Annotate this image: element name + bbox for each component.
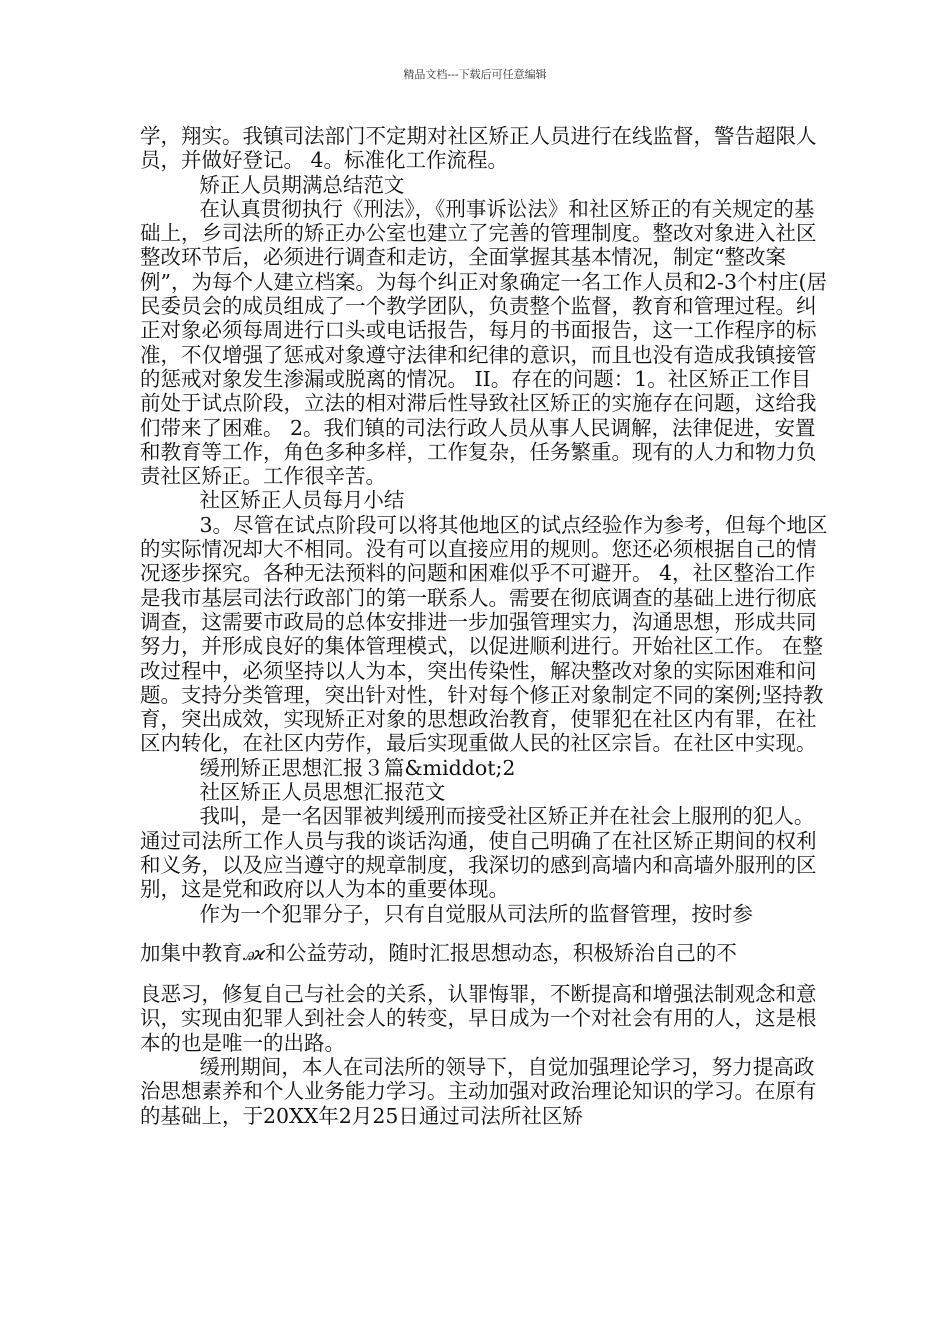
paragraph-probation-study: 缓刑期间，本人在司法所的领导下，自觉加强理论学习，努力提高政治思想素养和个人业务能力学习。主动加强对政治理论知识的学习。在原有的基础上，于20XX年2月25日通过司法所社区矫 bbox=[140, 1054, 817, 1128]
section-heading-thought-report: 社区矫正人员思想汇报范文 bbox=[199, 780, 446, 805]
garbled-glyph-mark: ꭿϰ bbox=[242, 943, 266, 965]
paragraph-criminal-rest: 良恶习，修复自己与社会的关系，认罪悔罪，不断提高和增强法制观念和意识，实现由犯罪人到社会人的转变，早日成为一个对社会有用的人，这是根本的也是唯一的出路。 bbox=[140, 982, 817, 1055]
section-heading-probation: 缓刑矫正思想汇报３篇&middot;2 bbox=[199, 755, 516, 780]
line2-before: 加集中教育 bbox=[140, 940, 243, 965]
line2-after: 和公益劳动，随时汇报思想动态，积极矫治自己的不 bbox=[265, 940, 737, 965]
page-header: 精品文档---下载后可任意编辑 bbox=[403, 68, 547, 81]
document-body bbox=[140, 124, 830, 1128]
paragraph-management: 在认真贯彻执行《刑法》，《刑事诉讼法》和社区矫正的有关规定的基础上，乡司法所的矫正办公室也建立了完善的管理制度。整改对象进入社区整改环节后，必须进行调查和走访，全面掌握其基本情况，制定“整改案例”，为每个人建立档案。为每个纠正对象确定一名工作人员和2-3个村庄(居民委员会的成员组成了一个教学团队，负责整个监督，教育和管理过程。纠正对象必须每周进行口头或电话报告，每月的书面报告，这一工作程序的标准，不仅增强了惩戒对象遵守法律和纪律的意识，而且也没有造成我镇接管的惩戒对象发生渗漏或脱离的情况。 II。存在的问题：1。社区矫正工作目前处于试点阶段，立法的相对滞后性导致社区矫正的实施存在问题，这给我们带来了困难。 2。我们镇的司法行政人员从事人民调解，法律促进，安置和教育等工作，角色多种多样，工作复杂，任务繁重。现有的人力和物力负责社区矫正。工作很辛苦。 bbox=[140, 196, 827, 489]
section-heading-summary: 矫正人员期满总结范文 bbox=[199, 172, 405, 197]
paragraph-criminal-line2 bbox=[140, 941, 830, 967]
paragraph-pilot: 3。尽管在试点阶段可以将其他地区的试点经验作为参考，但每个地区的实际情况却大不相同。没有可以直接应用的规则。您还必须根据自己的情况逐步探究。各种无法预料的问题和困难似乎不可避开。 4，社区整治工作是我市基层司法行政部门的第一联系人。需要在彻底调查的基础上进行彻底调查，这需要市政局的总体安排进一步加强管理实力，沟通思想，形成共同努力，并形成良好的集体管理模式，以促进顺利进行。开始社区工作。 在整改过程中，必须坚持以人为本，突出传染性，解决整改对象的实际困难和问题。支持分类管理，突出针对性，针对每个修正对象制定不同的案例;坚持教育，突出成效，实现矫正对象的思想政治教育，使罪犯在社区内有罪，在社区内转化，在社区内劳作，最后实现重做人民的社区宗旨。在社区中实现。 bbox=[140, 512, 828, 756]
paragraph-self-intro: 我叫，是一名因罪被判缓刑而接受社区矫正并在社会上服刑的犯人。通过司法所工作人员与我的谈话沟通，使自己明确了在社区矫正期间的权利和义务，以及应当遵守的规章制度，我深切的感到高墙内和高墙外服刑的区别，这是党和政府以人为本的重要体现。 bbox=[140, 804, 817, 902]
section-heading-monthly: 社区矫正人员每月小结 bbox=[199, 488, 405, 513]
paragraph-continuation: 学，翔实。我镇司法部门不定期对社区矫正人员进行在线监督，警告超限人员，并做好登记。 4。标准化工作流程。 bbox=[140, 124, 817, 173]
paragraph-criminal-line1: 作为一个犯罪分子，只有自觉服从司法所的监督管理，按时参 bbox=[199, 901, 753, 926]
